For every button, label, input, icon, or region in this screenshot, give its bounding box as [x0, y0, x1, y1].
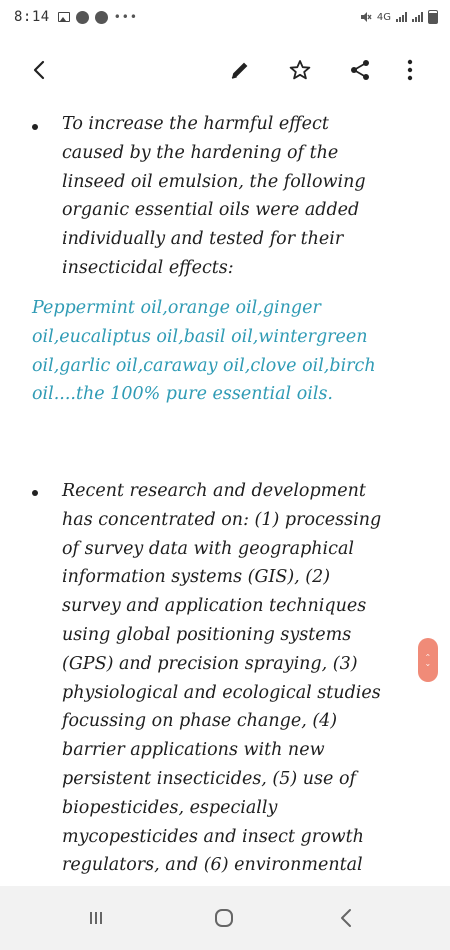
- edit-button[interactable]: [222, 52, 258, 88]
- scroll-handle[interactable]: [418, 638, 438, 682]
- network-type: 4G: [376, 11, 391, 23]
- messenger-icon: [95, 11, 108, 24]
- more-options-button[interactable]: [392, 52, 428, 88]
- scroll-up-icon: ‹: [423, 653, 433, 657]
- text-line: information systems (GIS), (2): [62, 567, 331, 588]
- text-line: of survey data with geographical: [62, 538, 354, 559]
- recent-apps-button[interactable]: [76, 900, 116, 936]
- gallery-icon: [58, 12, 70, 22]
- nav-back-button[interactable]: [326, 900, 366, 936]
- navigation-bar: [0, 886, 450, 950]
- text-line: Recent research and development: [62, 481, 366, 501]
- text-line: mycopesticides and insect growth: [62, 826, 364, 847]
- text-line: individually and tested for their: [62, 229, 344, 250]
- text-line: oil....the 100% pure essential oils.: [32, 384, 333, 405]
- battery-icon: [428, 10, 438, 24]
- text-line: survey and application techniques: [62, 596, 367, 617]
- text-line: regulators, and (6) environmental: [62, 855, 363, 876]
- essential-oils-list: [32, 294, 432, 409]
- text-line: physiological and ecological studies: [62, 682, 381, 703]
- back-icon: [339, 907, 353, 929]
- more-vertical-icon: [406, 59, 414, 81]
- share-icon: [349, 59, 371, 81]
- home-button[interactable]: [204, 900, 244, 936]
- text-line: To increase the harmful effect: [62, 114, 329, 134]
- home-icon: [213, 907, 235, 929]
- recent-apps-icon: [87, 909, 105, 927]
- paragraph-research-development: [62, 477, 422, 880]
- top-toolbar: [0, 48, 450, 92]
- text-line: (GPS) and precision spraying, (3): [62, 653, 358, 674]
- text-line: linseed oil emulsion, the following: [62, 171, 366, 192]
- mute-icon: [360, 11, 372, 23]
- status-time: 8:14: [14, 9, 50, 25]
- signal-icon: [396, 12, 407, 22]
- bullet-icon: [32, 490, 38, 496]
- text-line: caused by the hardening of the: [62, 142, 339, 163]
- text-line: using global positioning systems: [62, 624, 352, 645]
- pencil-icon: [229, 59, 251, 81]
- text-line: organic essential oils were added: [62, 200, 360, 221]
- star-outline-icon: [289, 59, 311, 81]
- note-content[interactable]: [0, 104, 450, 886]
- text-line: oil,garlic oil,caraway oil,clove oil,birch: [32, 355, 376, 376]
- signal-icon: [412, 12, 423, 22]
- status-right: [360, 10, 438, 24]
- text-line: focussing on phase change, (4): [62, 711, 338, 732]
- text-line: Peppermint oil,orange oil,ginger: [32, 298, 321, 318]
- favorite-button[interactable]: [282, 52, 318, 88]
- text-line: barrier applications with new: [62, 740, 325, 761]
- paragraph-insecticidal-effects: [62, 110, 422, 283]
- notification-icons: [58, 10, 138, 24]
- scroll-down-icon: ›: [423, 663, 433, 667]
- bullet-icon: [32, 124, 38, 130]
- back-button[interactable]: [22, 52, 58, 88]
- messenger-icon: [76, 11, 89, 24]
- text-line: has concentrated on: (1) processing: [62, 509, 382, 530]
- share-button[interactable]: [342, 52, 378, 88]
- more-notifications-icon: •••: [113, 10, 138, 24]
- text-line: insecticidal effects:: [62, 257, 234, 278]
- text-line: oil,eucaliptus oil,basil oil,wintergreen: [32, 326, 368, 347]
- text-line: persistent insecticides, (5) use of: [62, 768, 356, 789]
- back-arrow-icon: [30, 59, 50, 81]
- text-line: biopesticides, especially: [62, 797, 278, 818]
- status-bar: [0, 0, 450, 34]
